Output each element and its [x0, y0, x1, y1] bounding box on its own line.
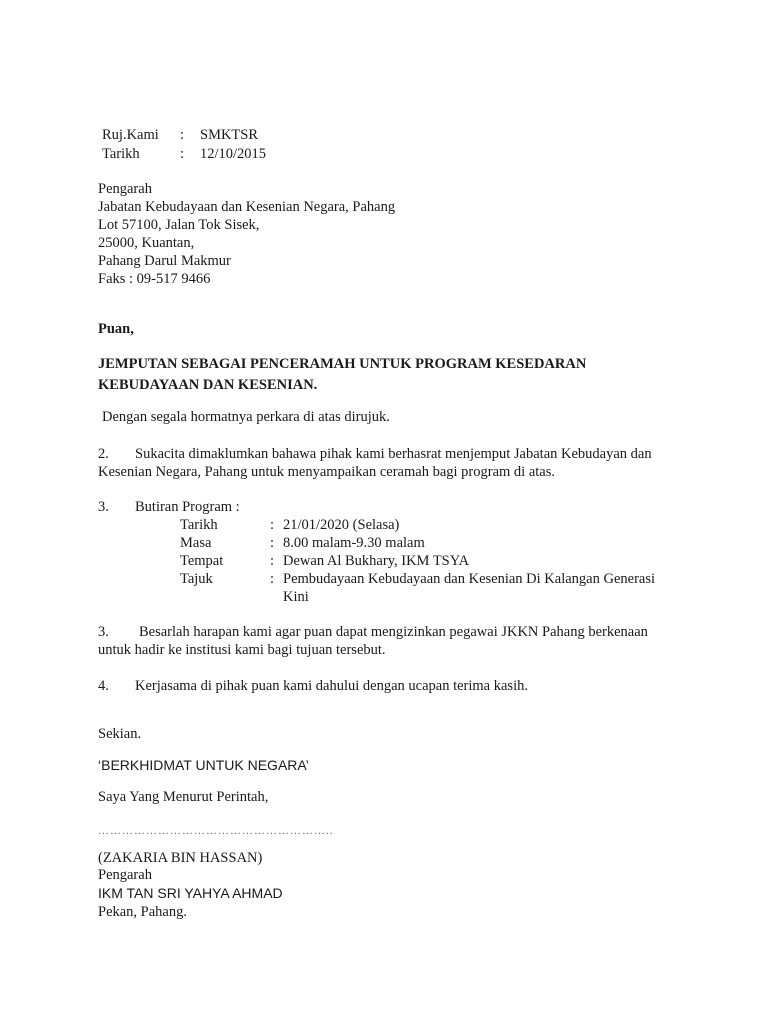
detail-label: Tempat [180, 553, 224, 569]
detail-colon: : [270, 553, 275, 569]
paragraph-number: 3. [98, 624, 109, 640]
tarikh-value: 12/10/2015 [200, 146, 267, 162]
subject-line: KEBUDAYAAN DAN KESENIAN. [98, 377, 318, 393]
paragraph-number: 4. [98, 678, 109, 694]
signatory-location: Pekan, Pahang. [98, 904, 187, 920]
motto: ‘BERKHIDMAT UNTUK NEGARA’ [98, 757, 309, 773]
recipient-line: 25000, Kuantan, [98, 235, 195, 251]
detail-value-continued: Kini [283, 589, 309, 605]
ruj-colon: : [180, 127, 185, 143]
ruj-value: SMKTSR [200, 127, 259, 143]
detail-label: Tarikh [180, 517, 218, 533]
paragraph-number: 2. [98, 446, 109, 462]
salutation: Puan, [98, 321, 134, 337]
paragraph-number: 3. [98, 499, 109, 515]
signature-line: ………………………………………………….. [98, 825, 334, 837]
tarikh-colon: : [180, 146, 185, 162]
detail-label: Tajuk [180, 571, 213, 587]
signatory-title: Pengarah [98, 867, 152, 883]
closing-perintah: Saya Yang Menurut Perintah, [98, 789, 269, 805]
paragraph-text: Kesenian Negara, Pahang untuk menyampaikan ceramah bagi program di atas. [98, 464, 555, 480]
program-heading: Butiran Program : [135, 499, 240, 515]
detail-colon: : [270, 517, 275, 533]
ruj-label: Ruj.Kami [102, 127, 159, 143]
detail-colon: : [270, 571, 275, 587]
paragraph-text: untuk hadir ke institusi kami bagi tujuan tersebut. [98, 642, 386, 658]
detail-colon: : [270, 535, 275, 551]
paragraph-1: Dengan segala hormatnya perkara di atas dirujuk. [102, 409, 390, 425]
paragraph-text: Besarlah harapan kami agar puan dapat mengizinkan pegawai JKKN Pahang berkenaan [139, 624, 648, 640]
detail-value: Pembudayaan Kebudayaan dan Kesenian Di Kalangan Generasi [283, 571, 656, 587]
recipient-line: Pahang Darul Makmur [98, 253, 231, 269]
detail-label: Masa [180, 535, 212, 551]
subject-line: JEMPUTAN SEBAGAI PENCERAMAH UNTUK PROGRAM KESEDARAN [98, 356, 587, 372]
paragraph-text: Kerjasama di pihak puan kami dahului dengan ucapan terima kasih. [135, 678, 528, 694]
tarikh-label: Tarikh [102, 146, 140, 162]
recipient-line: Jabatan Kebudayaan dan Kesenian Negara, Pahang [98, 199, 396, 215]
recipient-fax: Faks : 09-517 9466 [98, 271, 211, 287]
paragraph-text: Sukacita dimaklumkan bahawa pihak kami berhasrat menjemput Jabatan Kebudayan dan [135, 446, 652, 462]
signatory-name: (ZAKARIA BIN HASSAN) [98, 850, 263, 866]
detail-value: 21/01/2020 (Selasa) [283, 517, 400, 533]
recipient-line: Lot 57100, Jalan Tok Sisek, [98, 217, 260, 233]
signatory-institution: IKM TAN SRI YAHYA AHMAD [98, 885, 283, 901]
closing-sekian: Sekian. [98, 726, 142, 742]
recipient-line: Pengarah [98, 181, 152, 197]
detail-value: Dewan Al Bukhary, IKM TSYA [283, 553, 470, 569]
detail-value: 8.00 malam-9.30 malam [283, 535, 425, 551]
